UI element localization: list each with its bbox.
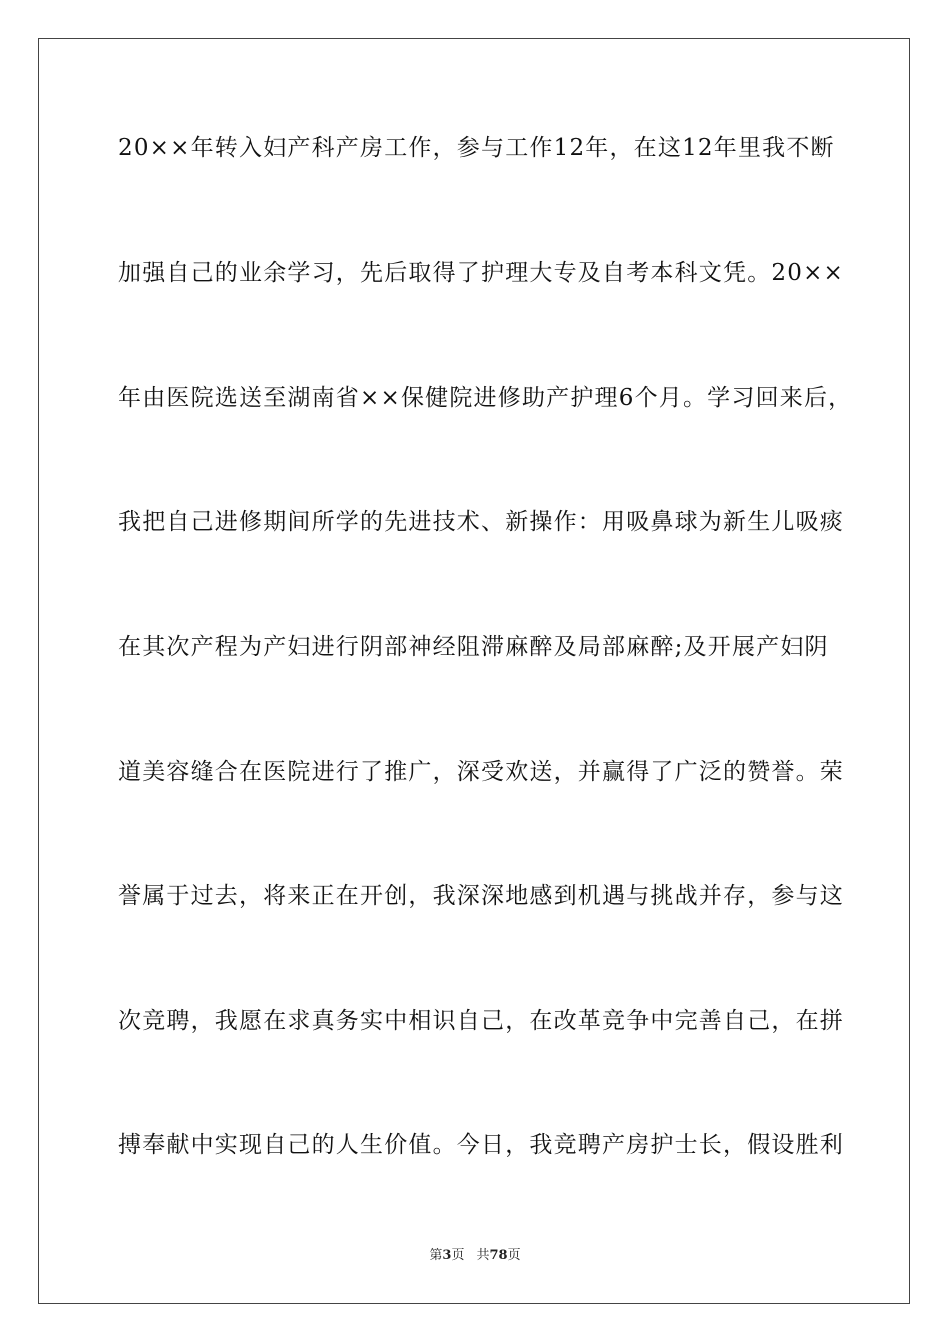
- body-text-line-2: 加强自己的业余学习，先后取得了护理大专及自考本科文凭。20××: [118, 260, 845, 286]
- current-page-number: 3: [442, 1248, 452, 1263]
- total-prefix: 共: [476, 1248, 490, 1263]
- page-prefix: 第: [429, 1248, 443, 1263]
- body-text-line-7: 誉属于过去，将来正在开创，我深深地感到机遇与挑战并存，参与这: [118, 883, 844, 909]
- page-border: [38, 38, 910, 1304]
- body-text-line-6: 道美容缝合在医院进行了推广，深受欢送，并赢得了广泛的赞誉。荣: [118, 759, 844, 785]
- body-text-line-5: 在其次产程为产妇进行阴部神经阻滞麻醉及局部麻醉;及开展产妇阴: [118, 634, 829, 660]
- body-text-line-9: 搏奉献中实现自己的人生价值。今日，我竞聘产房护士长，假设胜利: [118, 1132, 844, 1158]
- body-text-line-4: 我把自己进修期间所学的先进技术、新操作：用吸鼻球为新生儿吸痰: [118, 509, 844, 535]
- total-pages-number: 78: [489, 1248, 508, 1263]
- total-suffix: 页: [507, 1248, 521, 1263]
- body-text-line-3: 年由医院选送至湖南省××保健院进修助产护理6个月。学习回来后，: [118, 385, 853, 411]
- body-text-line-8: 次竞聘，我愿在求真务实中相识自己，在改革竞争中完善自己，在拼: [118, 1008, 844, 1034]
- page-suffix: 页: [451, 1248, 465, 1263]
- body-text-line-1: 20××年转入妇产科产房工作，参与工作12年，在这12年里我不断: [118, 135, 835, 161]
- page-footer: [0, 1246, 950, 1266]
